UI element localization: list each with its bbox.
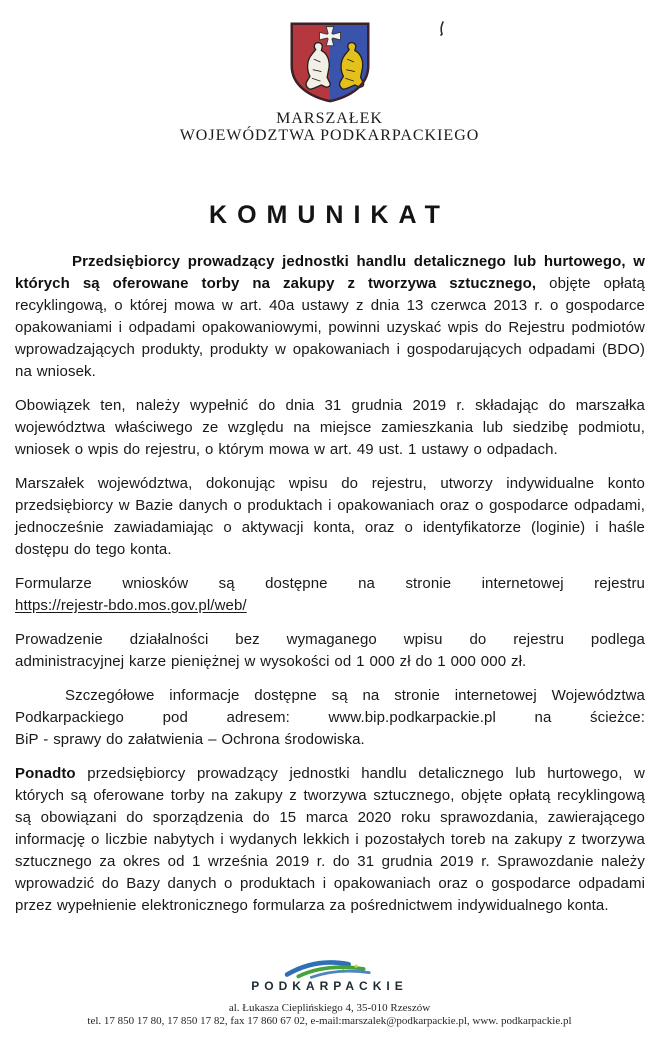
p4-intro: Formularze wniosków są dostępne na stronie internetowej rejestru (15, 575, 645, 592)
document-footer (0, 955, 659, 1027)
issuer-name-line1: MARSZAŁEK (276, 110, 383, 127)
issuer-block (0, 110, 659, 144)
paragraph-report-obligation (15, 763, 645, 917)
p6-line3: BiP - sprawy do załatwienia – Ochrona środowiska. (15, 731, 365, 748)
p7-text: przedsiębiorcy prowadzący jednostki handlu detalicznego lub hurtowego, w których są oferowane torby na zakupy z tworzywa sztucznego, objęte opłatą recyklingową są obowiązani do sporządzenia do 15 marca 2020 roku sprawozdania, zawierającego informację o liczbie nabytych i wydanych lekkich i pozostałych toreb na zakupy z tworzywa sztucznego za okres od 1 września 2019 r. do 31 grudnia 2019 r. Sprawozdanie należy wprowadzić do Bazy danych o produktach i opakowaniach oraz o gospodarce odpadami przez wypełnienie elektronicznego formularza za pośrednictwem indywidualnego konta. (15, 765, 645, 914)
issuer-name-line2: WOJEWÓDZTWA PODKARPACKIEGO (179, 127, 480, 144)
p7-bold-lead: Ponadto (15, 765, 76, 782)
p1-text: objęte opłatą recyklingową, o której mowa w art. 40a ustawy z dnia 13 czerwca 2013 r. o gospodarce opakowaniami i odpadami opakowaniowymi, powinni uzyskać wpis do Rejestru podmiotów wprowadzających produkty, produkty w opakowaniach i gospodarujących odpadami (BDO) na wniosek. (15, 275, 645, 380)
ink-squiggle-icon (437, 20, 447, 38)
paragraph-more-info (15, 685, 645, 751)
p1-bold-lead: Przedsiębiorcy prowadzący jednostki handlu detalicznego lub hurtowego, w których są oferowane torby na zakupy z tworzywa sztucznego, (15, 253, 645, 292)
paragraph-account-creation: Marszałek województwa, dokonując wpisu do rejestru, utworzy indywidualne konto przedsiębiorcy w Bazie danych o produktach i opakowaniach oraz o gospodarce odpadami, jednocześnie zawiadamiając o aktywacji konta, oraz o identyfikatorze (loginie) i haśle dostępu do tego konta. (15, 475, 645, 558)
letterhead (0, 0, 659, 144)
podkarpackie-mountains-logo-icon (274, 955, 386, 981)
podkarpackie-logo (0, 955, 659, 993)
podkarpackie-coat-of-arms-icon (282, 18, 378, 106)
paragraph-obligation-intro (15, 251, 645, 383)
paragraph-deadline: Obowiązek ten, należy wypełnić do dnia 31 grudnia 2019 r. składając do marszałka województwa właściwego ze względu na miejsce zamieszkania lub siedzibę podmiotu, wniosek o wpis do rejestru, o którym mowa w art. 49 ust. 1 ustawy o odpadach. (15, 397, 645, 458)
document-title: KOMUNIKAT (209, 201, 450, 229)
footer-address (0, 1002, 659, 1027)
paragraph-forms (15, 573, 645, 617)
footer-contact-line: tel. 17 850 17 80, 17 850 17 82, fax 17 860 67 02, e-mail:marszalek@podkarpackie.pl, www. podkarpackie.pl (87, 1014, 572, 1027)
footer-address-line: al. Łukasza Cieplińskiego 4, 35-010 Rzeszów (228, 1002, 431, 1014)
bdo-registry-link[interactable]: https://rejestr-bdo.mos.gov.pl/web/ (15, 597, 247, 614)
document-body (15, 251, 645, 917)
paragraph-penalty (15, 629, 645, 673)
podkarpackie-logo-text: PODKARPACKIE (251, 979, 408, 993)
p6-line1: Szczegółowe informacje dostępne są na stronie internetowej Województwa (65, 687, 645, 704)
p6-line2: Podkarpackiego pod adresem: www.bip.podkarpackie.pl na ścieżce: (15, 709, 645, 726)
p5-line2: administracyjnej karze pieniężnej w wysokości od 1 000 zł do 1 000 000 zł. (15, 653, 527, 670)
p5-line1: Prowadzenie działalności bez wymaganego wpisu do rejestru podlega (15, 631, 645, 648)
